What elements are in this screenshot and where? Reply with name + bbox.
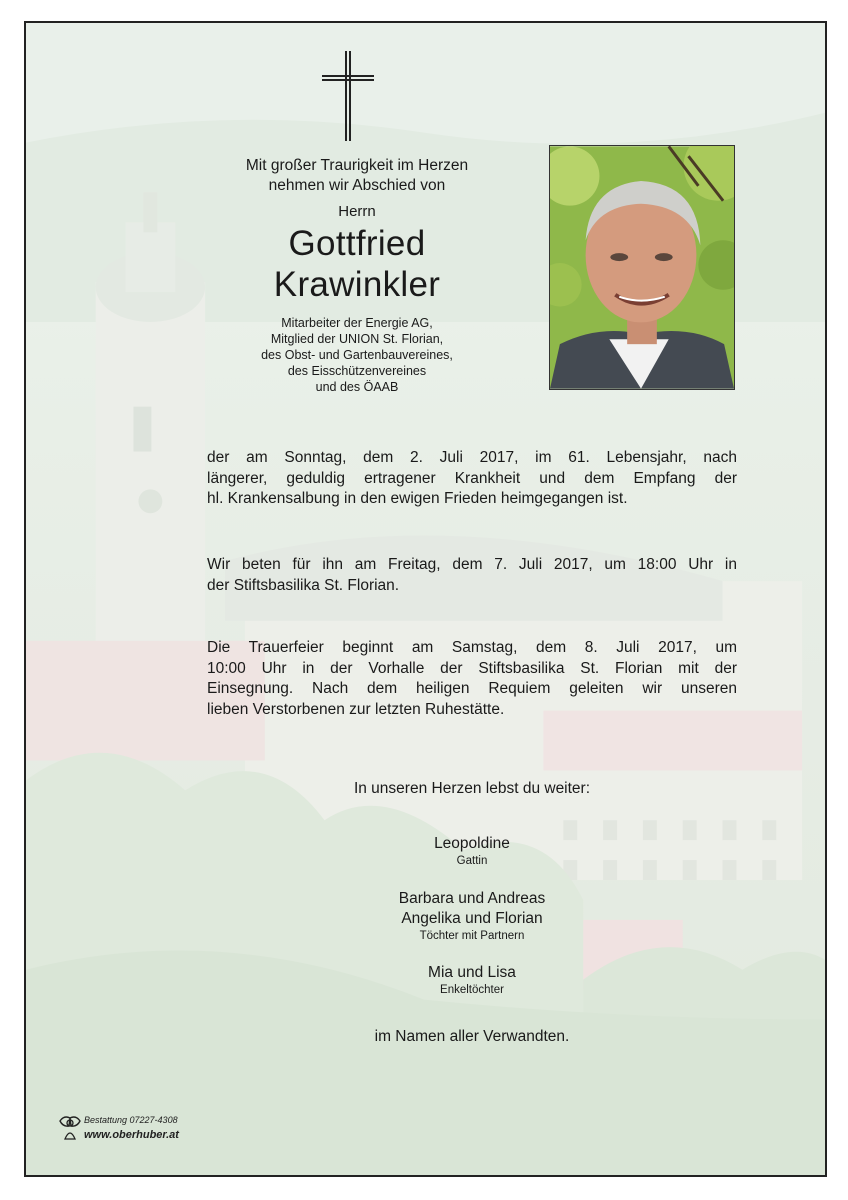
affiliation-line: Mitarbeiter der Energie AG, [281, 316, 433, 330]
paragraph-line: 10:00 Uhr in der Vorhalle der Stiftsbasilika St. Florian mit der [207, 659, 737, 677]
angel-logo-icon [58, 1115, 82, 1141]
intro-line: nehmen wir Abschied von [268, 177, 446, 194]
portrait-photo [549, 145, 735, 390]
family-member-name: Angelika und Florian [401, 910, 543, 927]
intro-text [176, 156, 538, 196]
death-announcement-paragraph [207, 448, 737, 510]
funeral-home-phone: Bestattung 07227-4308 [84, 1115, 178, 1125]
first-name: Gottfried [288, 224, 426, 263]
paragraph-line: hl. Krankensalbung in den ewigen Frieden heimgegangen ist. [207, 490, 628, 507]
family-member-name: Leopoldine [434, 835, 510, 852]
closing-phrase: In unseren Herzen lebst du weiter: [353, 780, 591, 797]
family-member-name: Mia und Lisa [428, 964, 516, 981]
paragraph-line: Wir beten für ihn am Freitag, dem 7. Juli 2017, um 18:00 Uhr in [207, 556, 737, 573]
paragraph-line: der am Sonntag, dem 2. Juli 2017, im 61. Lebensjahr, nach [207, 449, 737, 466]
affiliation-line: Mitglied der UNION St. Florian, [270, 332, 444, 346]
affiliation-line: und des ÖAAB [315, 380, 399, 394]
funeral-home-website: www.oberhuber.at [84, 1129, 179, 1141]
paragraph-line: Die Trauerfeier beginnt am Samstag, dem 8. Juli 2017, um [207, 639, 737, 656]
family-group [207, 889, 737, 944]
prayer-paragraph [207, 555, 737, 596]
family-group [207, 963, 737, 998]
deceased-name [176, 223, 538, 305]
family-member-role: Gattin [456, 855, 488, 867]
paragraph-line: lieben Verstorbenen zur letzten Ruhestätte. [207, 700, 505, 718]
salutation: Herrn [338, 203, 376, 220]
affiliation-line: des Eisschützenvereines [287, 364, 427, 378]
family-group [207, 834, 737, 869]
family-member-role: Töchter mit Partnern [419, 930, 525, 942]
family-member-name: Barbara und Andreas [398, 890, 546, 907]
last-name: Krawinkler [273, 265, 441, 304]
affiliation-line: des Obst- und Gartenbauvereines, [261, 348, 453, 362]
paragraph-line: Einsegnung. Nach dem heiligen Requiem geleiten wir unseren [207, 680, 737, 697]
affiliations [176, 315, 538, 395]
family-member-role: Enkeltöchter [440, 984, 504, 996]
paragraph-line: der Stiftsbasilika St. Florian. [207, 576, 400, 594]
signoff: im Namen aller Verwandten. [374, 1028, 570, 1045]
intro-line: Mit großer Traurigkeit im Herzen [245, 157, 469, 174]
paragraph-line: längerer, geduldig ertragener Krankheit und dem Empfang der [207, 469, 737, 487]
obituary-card [24, 21, 827, 1177]
funeral-paragraph [207, 638, 737, 720]
cross-icon [322, 51, 374, 141]
